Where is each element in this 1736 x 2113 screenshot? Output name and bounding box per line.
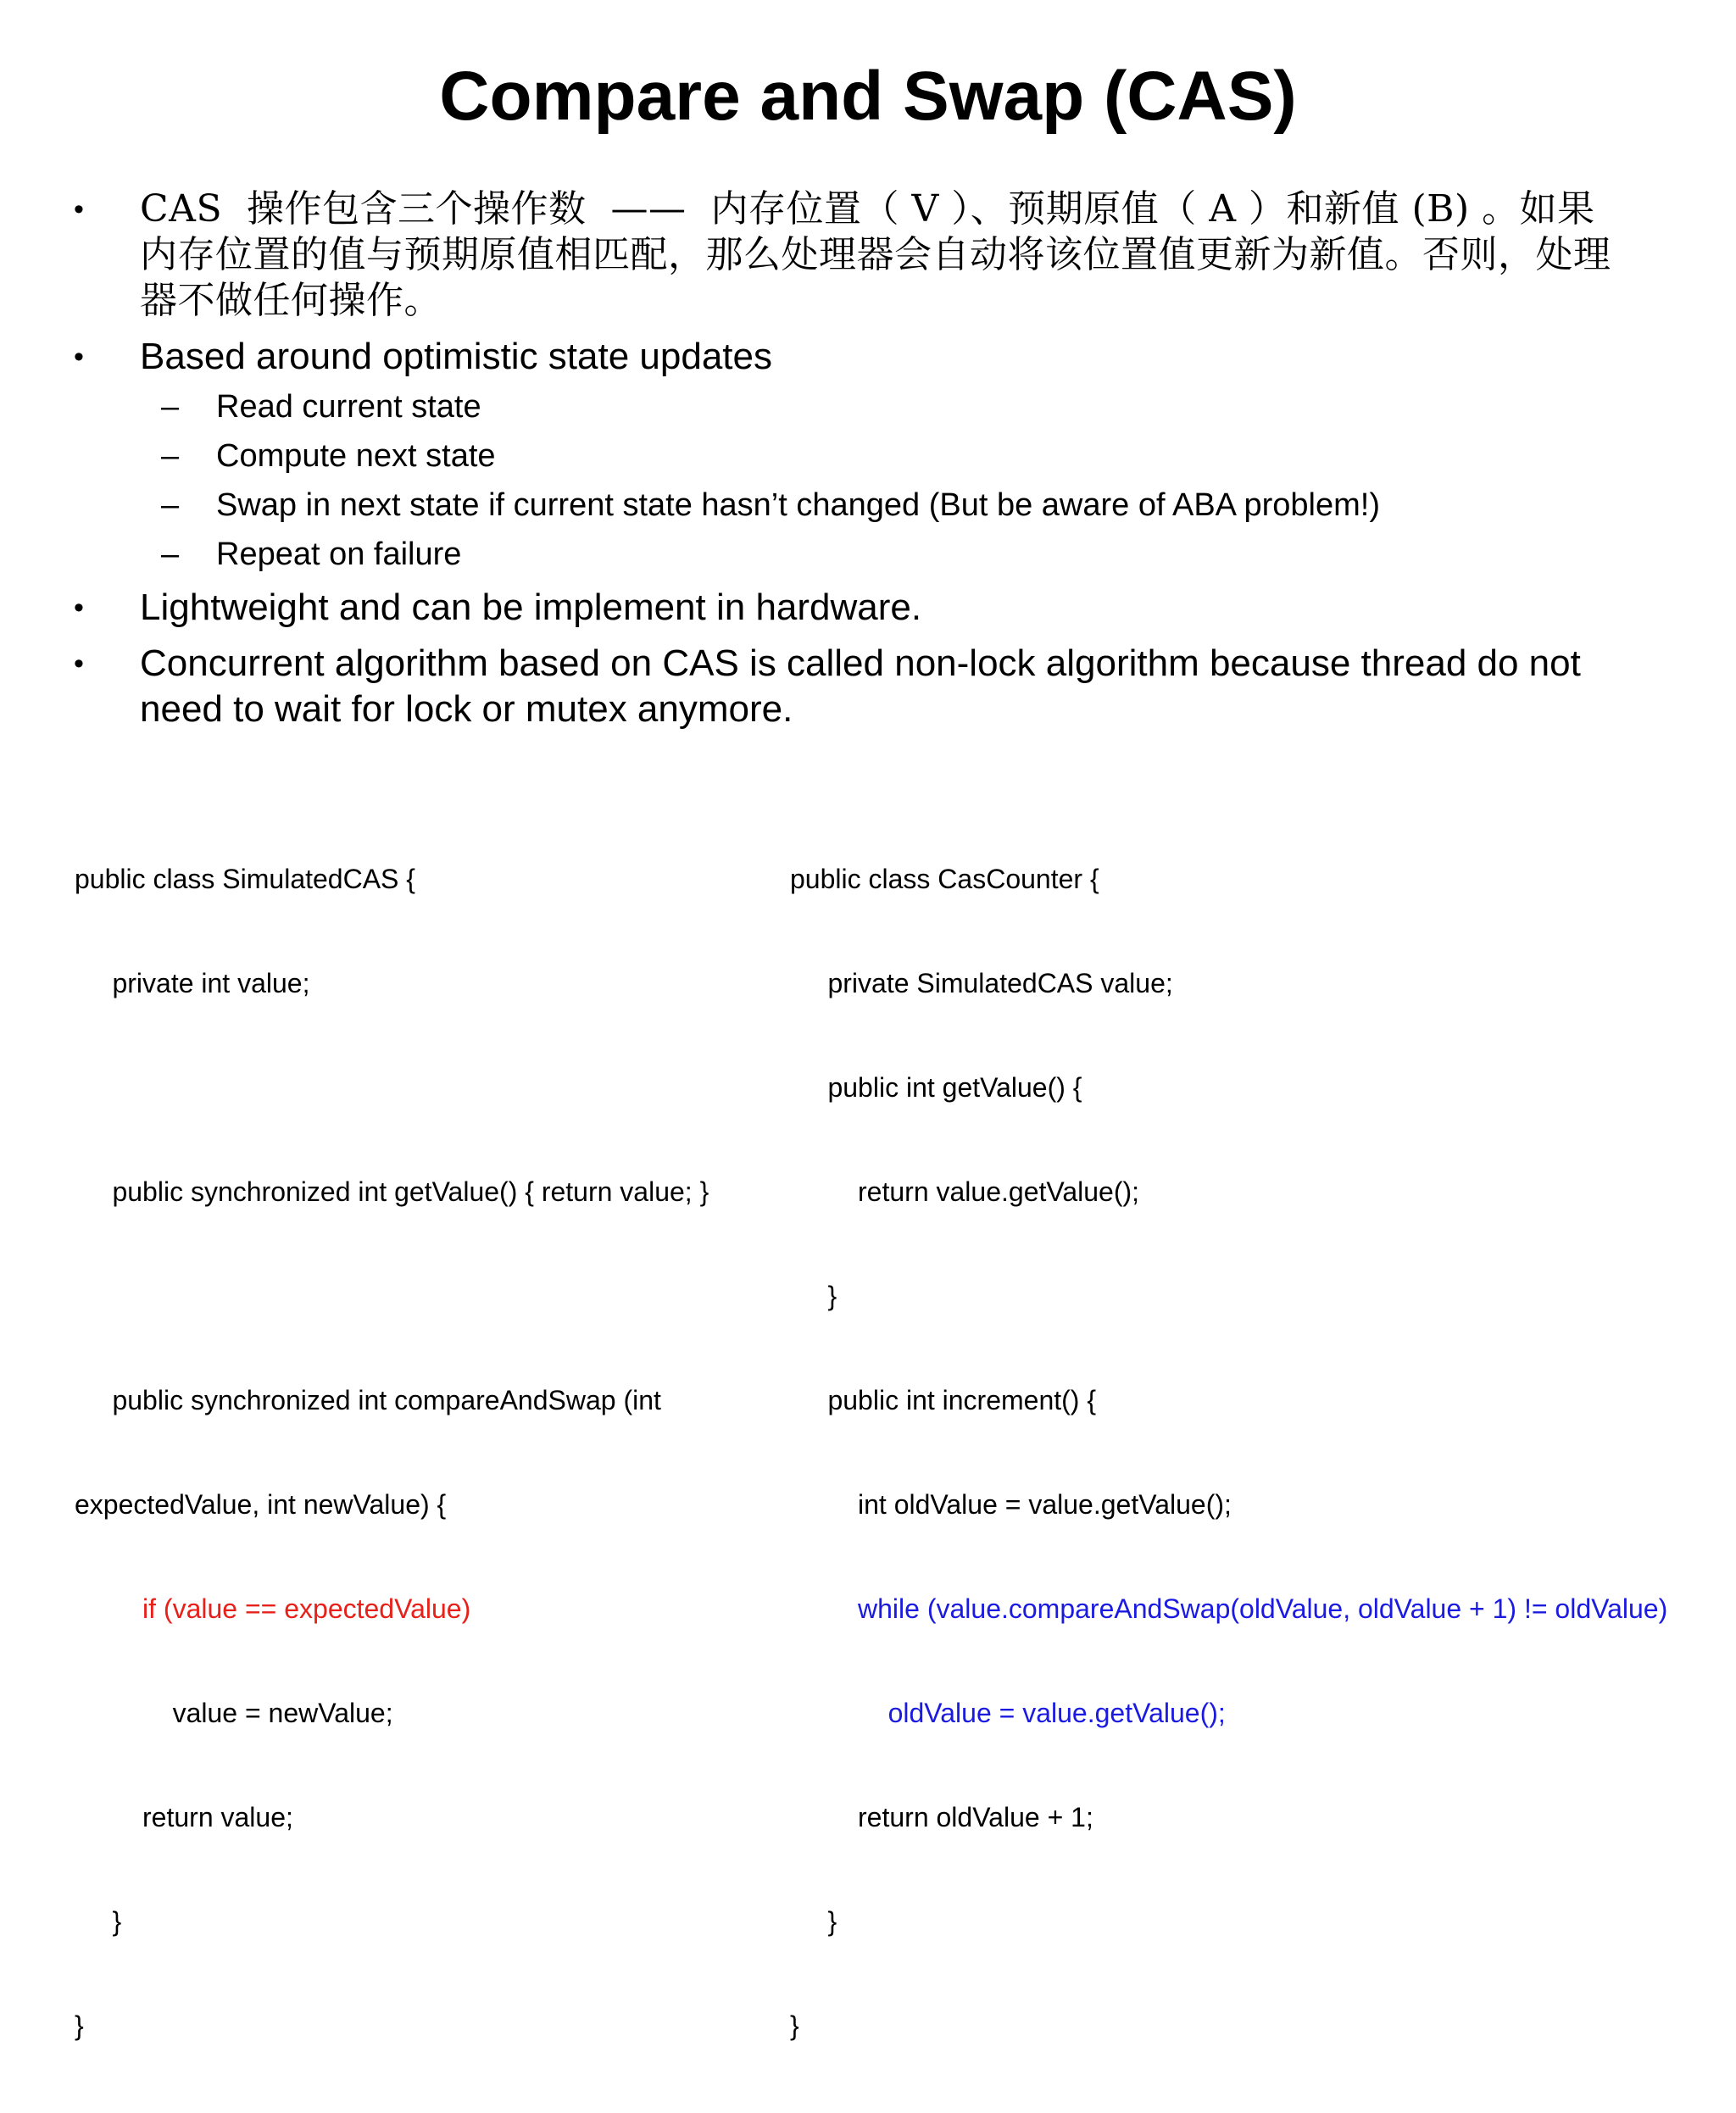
code-block-cas-counter — [790, 792, 1667, 2113]
code-line: public class CasCounter { — [790, 864, 1099, 894]
code-block-simulated-cas — [75, 792, 709, 2113]
code-line — [75, 1279, 709, 1314]
code-line-highlight: if (value == expectedValue) — [75, 1593, 471, 1624]
code-line: private int value; — [75, 968, 310, 998]
bullet-marker: • — [74, 592, 84, 624]
dash-marker: – — [161, 537, 180, 572]
dash-marker: – — [161, 438, 180, 474]
bullet-text: Lightweight and can be implement in hardware. — [140, 587, 922, 628]
code-line: public synchronized int getValue() { return value; } — [75, 1176, 709, 1207]
code-line: private SimulatedCAS value; — [790, 968, 1173, 998]
code-line: int oldValue = value.getValue(); — [790, 1489, 1232, 1520]
code-line: } — [790, 1281, 837, 1311]
code-line: public int getValue() { — [790, 1072, 1082, 1103]
code-line: } — [790, 1906, 837, 1937]
bullet-text: CAS 操作包含三个操作数 —— 内存位置（ V ）、预期原值（ A ）和新值 (B) 。如果内存位置的值与预期原值相匹配，那么处理器会自动将该位置值更新为新值。否则，处理器不做任何操作。 — [140, 187, 1611, 322]
code-line: expectedValue, int newValue) { — [75, 1489, 447, 1520]
code-line-highlight: while (value.compareAndSwap(oldValue, oldValue + 1) != oldValue) — [790, 1593, 1668, 1624]
sub-item-text: Compute next state — [216, 438, 496, 474]
dash-marker: – — [161, 487, 180, 523]
code-line: value = newValue; — [75, 1698, 393, 1728]
dash-marker: – — [161, 389, 180, 425]
code-line: return oldValue + 1; — [790, 1802, 1093, 1832]
code-line: } — [75, 2010, 84, 2041]
bullet-text: Concurrent algorithm based on CAS is called non-lock algorithm because thread do not need to wait for lock or mutex anymore. — [140, 642, 1592, 730]
slide-title: Compare and Swap (CAS) — [439, 58, 1297, 135]
code-line: return value.getValue(); — [790, 1176, 1140, 1207]
sub-item-text: Repeat on failure — [216, 537, 462, 572]
code-line: } — [790, 2010, 799, 2041]
code-line: public int increment() { — [790, 1385, 1097, 1415]
code-line: public class SimulatedCAS { — [75, 864, 415, 894]
code-line: return value; — [75, 1802, 293, 1832]
bullet-marker: • — [74, 193, 84, 225]
code-line-highlight: oldValue = value.getValue(); — [790, 1698, 1226, 1728]
code-line — [75, 1070, 709, 1105]
code-line: public synchronized int compareAndSwap (int — [75, 1385, 661, 1415]
code-line: } — [75, 1906, 122, 1937]
bullet-marker: • — [74, 341, 84, 373]
bullet-text: Based around optimistic state updates — [140, 336, 773, 377]
sub-item-text: Swap in next state if current state hasn’t changed (But be aware of ABA problem!) — [216, 487, 1380, 523]
sub-item-text: Read current state — [216, 389, 481, 425]
bullet-marker: • — [74, 648, 84, 680]
